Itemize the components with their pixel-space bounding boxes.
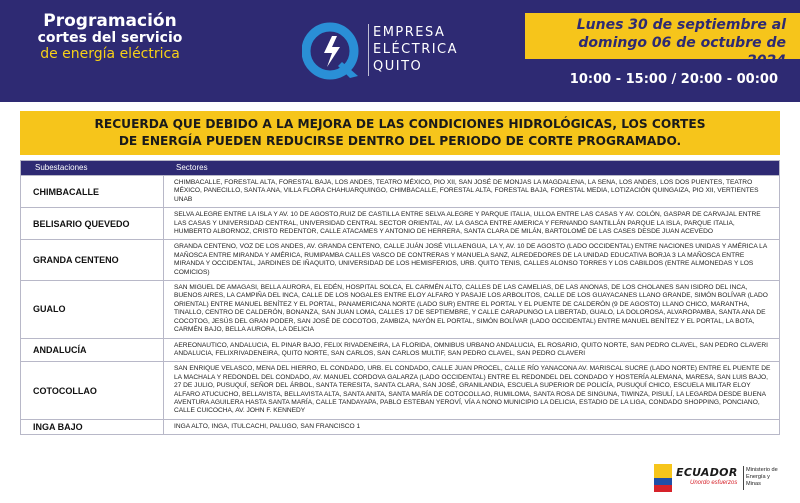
substation-name: COTOCOLLAO (21, 362, 164, 418)
ministry-footer (652, 462, 782, 498)
ecuador-flag-icon (652, 464, 674, 492)
sector-list: SAN ENRIQUE VELASCO, MENA DEL HIERRO, EL CONDADO, URB. EL CONDADO, CALLE JUAN PROCEL, CALLE RÍO YANACONA AV. MARISCAL SUCRE (LADO NORTE) ENTRE EL PUENTE DE LA MACHALA Y REDONDEL DEL CONDADO, AV. MANUEL CORDOVA GALARZA (LADO OCCIDENTAL) ENTRE EL REDONDEL DEL CONDADO Y HOSTERÍA ALEMANA, MARESA, SAN LUIS BAJO, 27 DE JULIO, PUSUQUÍ, SEÑOR DEL ÁRBOL, SANTA TERESITA, SANTA CLARA, SAN JOSÉ, GRANILANDIA, ESCUELA SUPERIOR DE POLICÍA, PUSUQUÍ CHICO, ESCUELA MILITAR ELOY ALFARO ATUCUCHO, BELLAVISTA, BELLAVISTA ALTA, SANTA ANITA, SANTA MARÍA DE COTOCOLLAO, RUMILOMA, SANTA ROSA DE SINGUNA, TIWINZA, PISULÍ, LA LEGARDA DESDE BUENA AVENTURA AGUILERA HASTA SANTA MARÍA, CALLE TANDAYAPA, PABLO ESTEBAN YEROVÍ, VÍA A NONO MUNICIPIO LA DELICIA, ESTADIO DE LA LIGA, CONDADO SHOPPING, PONCIANO, CALLE CUICOCHA, AV. JOHN F. KENNEDY (174, 365, 771, 415)
company-name-line-3: QUITO (373, 59, 423, 74)
cut-hours: 10:00 - 15:00 / 20:00 - 00:00 (569, 72, 778, 87)
ministry-name (746, 467, 782, 488)
company-name-line-1: EMPRESA (373, 25, 446, 40)
title-line-2: cortes del servicio (37, 30, 183, 46)
title-line-3: de energía eléctrica (40, 46, 180, 62)
eeq-logo-icon (302, 22, 364, 80)
table-row (21, 419, 779, 434)
substation-name: GUALO (21, 281, 164, 337)
substation-name: CHIMBACALLE (21, 176, 164, 207)
country-name: ECUADOR (676, 466, 738, 479)
ministry-line-2: Energía y Minas (746, 474, 770, 487)
date-range (536, 16, 786, 70)
sector-list: AEREONAUTICO, ANDALUCIA, EL PINAR BAJO, FELIX RIVADENEIRA, LA FLORIDA, OMNIBUS URBANO ANDALUCIA, EL ROSARIO, QUITO NORTE, SAN PEDRO CLAVEL, SAN PEDRO CLAVERI ANDALUCIA, FELIXRIVADENEIRA, QUITO NORTE, SAN CARLOS, SAN CARLOS MULTIF, SAN PEDRO CLAVEL, SAN PEDRO CLAVERI (174, 341, 768, 357)
header-sectors: Sectores (176, 163, 208, 172)
substation-name: ANDALUCÍA (21, 339, 164, 362)
header-bar (0, 0, 800, 102)
notice-line-1: RECUERDA QUE DEBIDO A LA MEJORA DE LAS CONDICIONES HIDROLÓGICAS, LOS CORTES (94, 117, 706, 131)
title-line-1: Programación (43, 11, 177, 31)
date-line-1: Lunes 30 de septiembre al (576, 17, 786, 33)
substation-name: GRANDA CENTENO (21, 240, 164, 280)
date-line-2: domingo 06 de octubre de 2024 (578, 35, 786, 69)
notice-banner (20, 111, 780, 155)
table-header (21, 161, 779, 175)
ministry-line-1: Ministerio de (746, 467, 778, 473)
sector-list: SAN MIGUEL DE AMAGASI, BELLA AURORA, EL EDÉN, HOSPITAL SOLCA, EL CARMÉN ALTO, CALLES DE LAS CAMELIAS, DE LAS ANONAS, DE LOS CHOLANES SAN ISIDRO DEL INCA, BUENOS AIRES, LA CAMPIÑA DEL INCA, CALLE DE LOS NOGALES ENTRE ELOY ALFARO Y PASAJE LOS ARBOLITOS, CALLE DE LOS GUAYACANES LLANO GRANDE, SIMÓN BOLÍVAR (LADO ORIENTAL) ENTRE MANUEL BENÍTEZ Y EL PORTAL, PANAMERICANA NORTE (LADO SUR) ENTRE EL PORTAL Y EL PUENTE DE CALDERÓN (9 DE AGOSTO) LLANO CHICO, MARANTHA, TINALLO, CENTRO DE CALDERÓN, BONANZA, SAN JUAN LOMA, CALLES 17 DE SEPTIEMBRE, Y CALLE CARAPUNGO LA LIBERTAD, GUALO, LA DOLOROSA, ALVAROPAMBA, SANTA ANA DE COCOTOG, JESÚS DEL GRAN PODER, SAN JOSÉ DE COCOTOG, ZAMBIZA, NAYÓN EL PORTAL, SIMÓN BOLÍVAR (LADO OCCIDENTAL) ENTRE MANUEL BENÍTEZ Y EL PORTAL, LA BOTA, CARMÉN BAJO, BELLA AURORA, LA DELICIA (174, 284, 768, 334)
company-name-line-2: ELÉCTRICA (373, 42, 459, 57)
page-title (30, 12, 190, 62)
schedule-table (20, 160, 780, 435)
date-range-box (525, 13, 800, 69)
header-substations: Subestaciones (35, 163, 88, 172)
substation-name: INGA BAJO (21, 420, 164, 434)
slogan: Unordo esfuerzos (690, 480, 738, 486)
footer-divider (743, 466, 744, 490)
notice-line-2: DE ENERGÍA PUEDEN REDUCIRSE DENTRO DEL PERIODO DE CORTE PROGRAMADO. (118, 134, 682, 148)
company-name (373, 24, 458, 75)
table-row (21, 239, 779, 280)
table-row (21, 175, 779, 207)
sector-list: GRANDA CENTENO, VOZ DE LOS ANDES, AV. GRANDA CENTENO, CALLE JUÁN JOSÉ VILLAENGUA, LA Y, AV. 10 DE AGOSTO (LADO OCCIDENTAL) ENTRE NACIONES UNIDAS Y AMÉRICA LA MAÑOSCA ENTRE MIRANDA Y AMÉRICA, RUMIPAMBA CALLES VASCO DE CONTRERAS Y MANUELA SANZ, ALREDEDORES DE LA UNIDAD EDUCATIVA BORJA 3 LA MAÑOSCA ENTRE MIRANDA Y OCCIDENTAL, JARDINES DE IÑAQUITO, UNIVERSIDAD DE LOS HEMISFERIOS, URB. QUITO TENIS, CALLES ALONSO TORRES Y LOS CABILDOS (ENTRE ALMONEDAS Y LOS COMICIOS) (174, 243, 767, 276)
table-row (21, 207, 779, 239)
table-row (21, 338, 779, 362)
logo-divider (368, 24, 369, 76)
table-row (21, 361, 779, 418)
table-row (21, 280, 779, 337)
sector-list: CHIMBACALLE, FORESTAL ALTA, FORESTAL BAJA, LOS ANDES, TEATRO MÉXICO, PIO XII, SAN JOSÉ DE MONJAS LA MAGDALENA, LA SENA, LOS ANDES, LOS DOS PUENTES, TEATRO MÉXICO, PANECILLO, SANTA ANA, VILLA FLORA CHAHUARQUINGO, CHIMBACALLE, FORESTAL ALTA, FORESTAL BAJA, FORESTAL MEDIA, LOTIZACIÓN QUINGAIZA, PIO XII, VERTIENTES UNAB (174, 179, 759, 203)
sector-list: INGA ALTO, INGA, ITULCACHI, PALUGO, SAN FRANCISCO 1 (174, 422, 361, 430)
sector-list: SELVA ALEGRE ENTRE LA ISLA Y AV. 10 DE AGOSTO,RUIZ DE CASTILLA ENTRE SELVA ALEGRE Y PARQUE ITALIA, ULLOA ENTRE LAS CASAS Y AV. COLÓN, GASPAR DE CARVAJAL ENTRE LAS CASAS Y UNIVERSIDAD CENTRAL, UNIVERSIDAD CENTRAL SECTOR ORIENTAL, AV. LA GASCA ENTRE AMERICA Y FERNANDO SANTILLÁN PARQUE LA ISLA, PARQUE ITALIA, HUMBERTO ALBORNOZ, CRISTO REDENTOR, CALLE ATACAMES Y ANTONIO DE HERRERA, SANTA CLARA DE MILÁN, BARTOLOMÉ DE LAS CASES DESDE JUAN ACEVEDO (174, 211, 761, 236)
substation-name: BELISARIO QUEVEDO (21, 208, 164, 239)
